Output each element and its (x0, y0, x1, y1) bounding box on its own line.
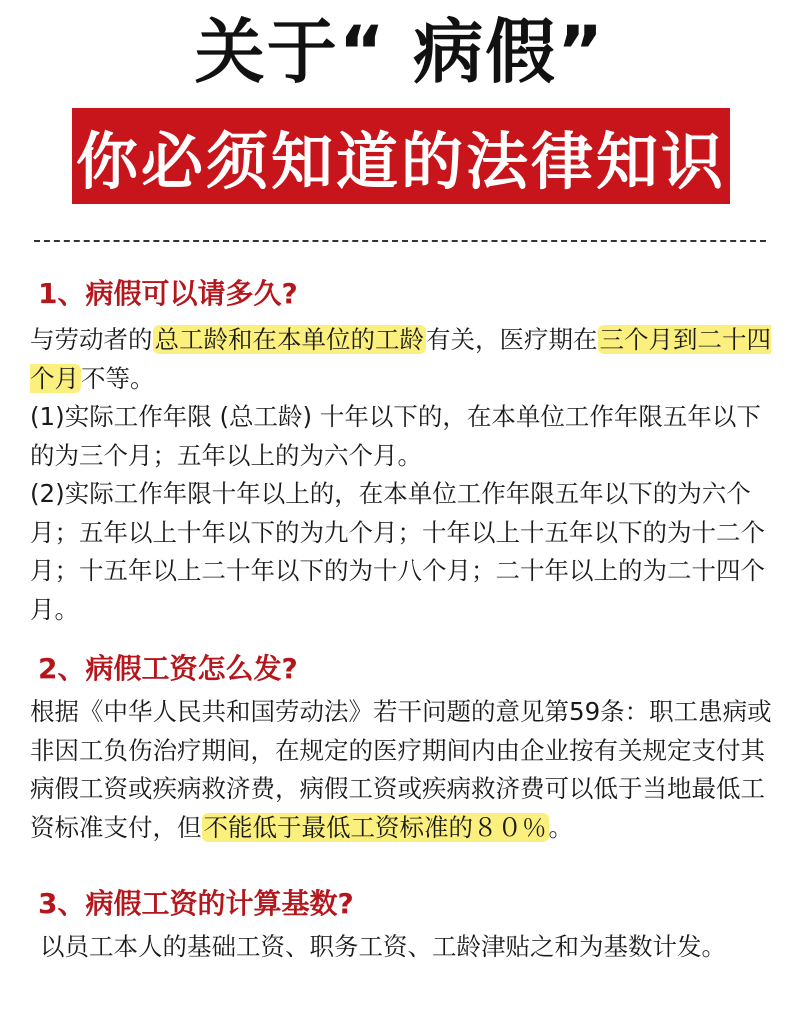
section-2-body (30, 693, 775, 847)
section-3-text: 以员工本人的基础工资、职务工资、工龄津贴之和为基数计发。 (40, 932, 726, 961)
intro-text: 与劳动者的 (30, 325, 153, 354)
highlight-minimum-wage: 不能低于最低工资标准的８０％ (203, 812, 547, 842)
highlight-seniority: 总工龄和在本单位的工龄 (154, 325, 424, 354)
section-3-body (40, 928, 785, 967)
dashed-divider (34, 240, 766, 242)
section-1-body (30, 321, 775, 629)
section-1-item-2: (2)实际工作年限十年以上的，在本单位工作年限五年以下的为六个月；五年以上十年以下的为九个月；十年以上十五年以下的为十二个月；十五年以上二十年以下的为十八个月；二十年以上的为二十四个月。 (30, 479, 765, 624)
title-banner (72, 108, 730, 204)
section-2-text (30, 693, 775, 847)
section-1-item-1: (1)实际工作年限 (总工龄) 十年以下的，在本单位工作年限五年以下的为三个月；五年以上的为六个月。 (30, 402, 761, 470)
highlight-period: 三个月到二十四个月 (30, 325, 771, 393)
body-text: 。 (548, 812, 573, 842)
intro-text: 有关，医疗期在 (426, 325, 598, 354)
section-3-heading: 3、病假工资的计算基数? (38, 887, 354, 920)
banner-text: 你必须知道的法律知识 (75, 124, 726, 198)
body-text: 根据《中华人民共和国劳动法》若干问题的意见第59条：职工患病或非因工负伤治疗期间，在规定的医疗期间内由企业按有关规定支付其病假工资或疾病救济费，病假工资或疾病救济费可以低于当地最低工资标准支付，但 (30, 697, 772, 842)
section-2-heading: 2、病假工资怎么发? (38, 652, 298, 685)
intro-text: 不等。 (81, 363, 155, 393)
section-1-heading: 1、病假可以请多久? (38, 277, 298, 310)
section-1-intro (30, 321, 775, 398)
page-title: 关于“ 病假” (194, 11, 606, 93)
